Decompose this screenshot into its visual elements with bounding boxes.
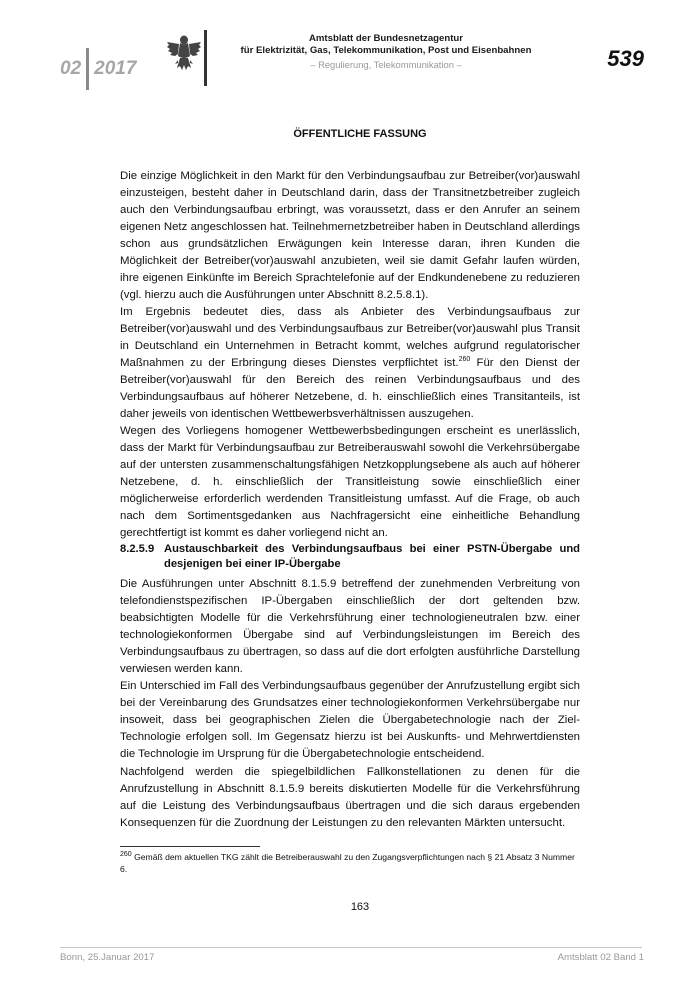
paragraph-4 (120, 576, 580, 678)
paragraph-5 (120, 678, 580, 763)
footnote-text: Gemäß dem aktuellen TKG zählt die Betreiberauswahl zu den Zugangsverpflichtungen nach § 21 Absatz 3 Nummer 6. (120, 852, 575, 874)
gazette-title (210, 33, 562, 57)
issue-number: 02 (60, 58, 82, 79)
footnote-separator (120, 846, 260, 847)
issue-divider (86, 48, 89, 90)
paragraph-3-text: Wegen des Vorliegens homogener Wettbewerbsbedingungen erscheint es unerlässlich, dass der Markt für Verbindungsaufbau zur Betreiberauswahl sowohl die Verkehrsübergabe auf der untersten zusammenschaltungsfähigen Netzkopplungsebene als auch auf höherer Netzebene, d. h. einschließlich der Transitleistung sowie einschließlich einer möglicherweise erforderlich werdenden Transitleistung umfasst. Auf die Frage, ob auch nach dem Sortimentsgedanken aus Nachfragersicht eine einheitliche Behandlung gerechtfertigt ist kommt es daher vorliegend nicht an. (120, 425, 580, 539)
section-title: Austauschbarkeit des Verbindungsaufbaus bei einer PSTN-Übergabe und desjenigen bei einer IP-Übergabe (164, 543, 580, 570)
gazette-subtitle: – Regulierung, Telekommunikation – (310, 59, 462, 70)
header-divider (204, 30, 207, 86)
paragraph-6 (120, 764, 580, 832)
paragraph-2-continuation: Für den Dienst der Betreiber(vor)auswahl für den Bereich des reinen Verbindungsaufbaus und des Verbindungsaufbaus auf höherer Netzebene, d. h. einschließlich eines Transitanteils, ist daher jeweils von identischen Wettbewerbsverhältnissen auszugehen. (120, 357, 580, 420)
paragraph-2 (120, 304, 580, 423)
paragraph-3 (120, 423, 580, 542)
footnote-reference[interactable]: 260 (458, 356, 471, 364)
section-heading (120, 542, 580, 572)
paragraph-1-text: Die einzige Möglichkeit in den Markt für den Verbindungsaufbau zur Betreiber(vor)auswahl einzusteigen, besteht daher in Deutschland darin, dass der Transitnetzbetreiber zugleich auch den Verbindungsaufbau erbringt, was voraussetzt, dass er den Anrufer an seinem eigenen Netz angeschlossen hat. Teilnehmernetzbetreiber haben in Deutschland allerdings schon aus grundsätzlichen Erwägungen kein Interesse daran, ihren Kunden die Möglichkeit der Betreiber(vor)auswahl anzubieten, weil sie damit Gefahr laufen würden, ihre eigenen Einkünfte im Bereich Sprachtelefonie auf der Endkundenebene zu reduzieren (vgl. hierzu auch die Ausführungen unter Abschnitt 8.2.5.8.1). (120, 170, 580, 301)
footnote-number: 260 (120, 851, 132, 859)
paragraph-4-text: Die Ausführungen unter Abschnitt 8.1.5.9 betreffend der zunehmenden Verbreitung von telefondienstspezifischen IP-Übergaben einschließlich der dort geltenden bzw. beabsichtigten Modelle für die Verkehrsführung einer technologieneutralen bzw. einer technologiekonformen Übergabe sind auf Verbindungsleistungen im Bereich des Verbindungsaufbaus zu übertragen, so dass auf die dort erfolgten ausführliche Darstellung verwiesen werden kann. (120, 578, 580, 675)
paragraph-2-text: Im Ergebnis bedeutet dies, dass als Anbieter des Verbindungsaufbaus zur Betreiber(vor)auswahl und des Verbindungsaufbaus zur Betreiber(vor)auswahl plus Transit in Deutschland ein Unternehmen in Betracht kommt, welches aufgrund regulatorischer Maßnahmen zu der Erbringung dieses Dienstes verpflichtet ist. (120, 306, 580, 369)
federal-eagle-icon (166, 32, 202, 74)
footer-date: Bonn, 25.Januar 2017 (60, 952, 155, 963)
gazette-title-line1: Amtsblatt der Bundesnetzagentur (308, 33, 464, 44)
footer-volume: Amtsblatt 02 Band 1 (557, 952, 644, 963)
issue-year: 2017 (94, 58, 137, 79)
section-number: 8.2.5.9 (120, 543, 155, 555)
issue-label (60, 48, 136, 90)
footnote (120, 852, 580, 875)
center-page-number: 163 (350, 901, 370, 913)
paragraph-5-text: Ein Unterschied im Fall des Verbindungsaufbaus gegenüber der Anrufzustellung ergibt sich bei der Vereinbarung des Grundsatzes einer technologiekonformen Verkehrsübergabe nur insoweit, dass bei geographischen Zielen die Übergabetechnologie nach der Ziel-Technologie erfolgen soll. Im Gegensatz hierzu ist bei Auskunfts- und Mehrwertdiensten die Technologie im Ursprung für die Übergabetechnologie entscheidend. (120, 680, 580, 760)
paragraph-1 (120, 168, 580, 304)
gazette-title-line2: für Elektrizität, Gas, Telekommunikation, Post und Eisenbahnen (240, 45, 532, 56)
document-title: ÖFFENTLICHE FASSUNG (293, 128, 427, 140)
footer-rule (60, 947, 642, 948)
page-number: 539 (607, 46, 644, 71)
paragraph-6-text: Nachfolgend werden die spiegelbildlichen Fallkonstellationen zu denen für die Anrufzustellung in Abschnitt 8.1.5.9 bereits diskutierten Modelle für die Verkehrsführung auf die Leistung des Verbindungsaufbaus übertragen und die sich daraus ergebenden Konsequenzen für die Zuordnung der Leistungen zu den relevanten Märkten untersucht. (120, 766, 580, 829)
